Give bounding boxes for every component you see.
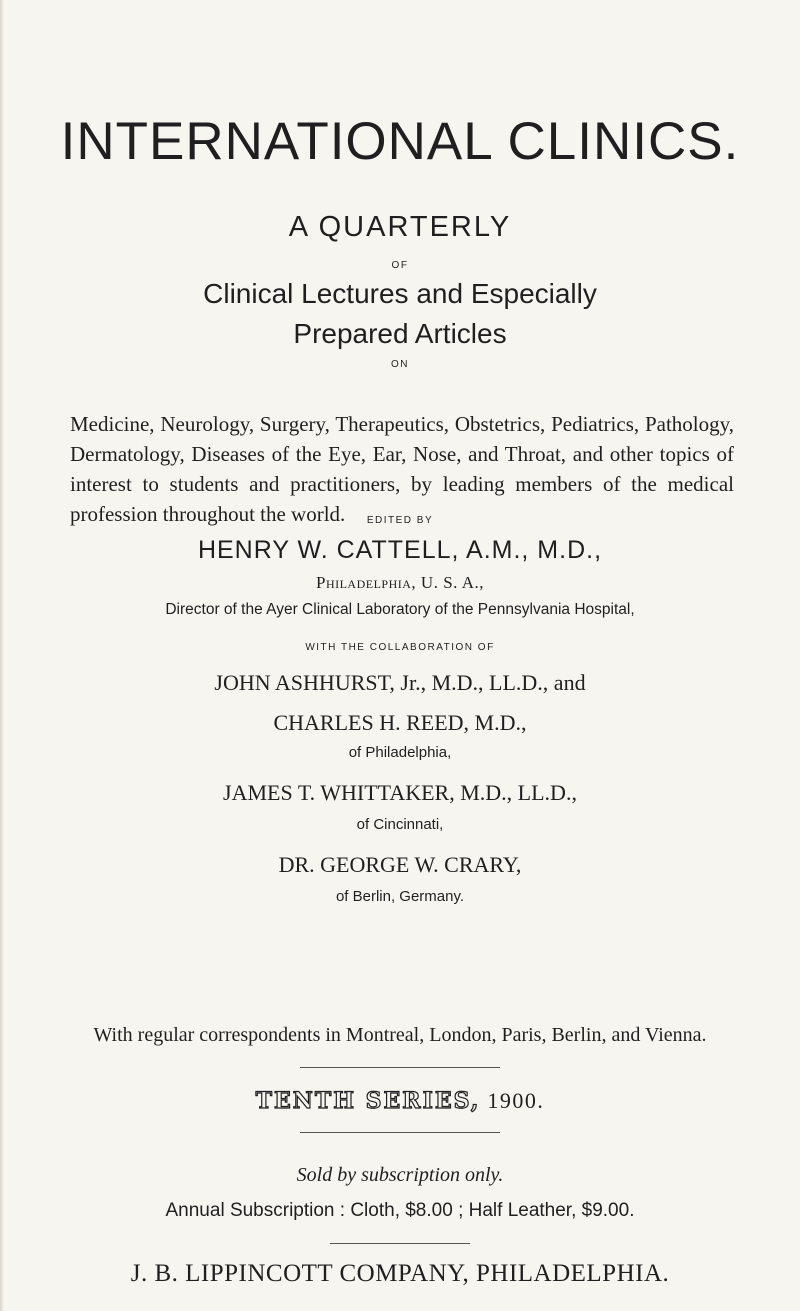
editor-place: Philadelphia, U. S. A., — [315, 573, 484, 592]
subtitle-quarterly: A QUARTERLY — [288, 211, 512, 243]
subscription-prices: Annual Subscription : Cloth, $8.00 ; Half Leather, $9.00. — [165, 1200, 635, 1221]
topics-paragraph: Medicine, Neurology, Surgery, Therapeutics, Obstetrics, Pediatrics, Pathology, Dermatology, Diseases of the Eye, Ear, Nose, and Throat, and other topics of interest to students and practitioners, by leading members of the medical profession throughout the world. — [70, 412, 734, 526]
correspondents-paragraph: With regular correspondents in Montreal, London, Paris, Berlin, and Vienna. — [93, 1024, 707, 1046]
divider-rule — [300, 1132, 500, 1133]
collaborator-reed-place: of Philadelphia, — [348, 744, 452, 761]
of-label: OF — [391, 260, 409, 271]
series-line — [0, 1088, 800, 1114]
lectures-line-1: Clinical Lectures and Especially — [203, 278, 597, 309]
collaborator-ashhurst: JOHN ASHHURST, Jr., M.D., LL.D., and — [214, 670, 586, 695]
on-label: ON — [391, 359, 409, 370]
lectures-heading — [0, 274, 800, 354]
collaborator-reed: CHARLES H. REED, M.D., — [273, 710, 527, 735]
lectures-line-2: Prepared Articles — [293, 318, 507, 349]
divider-rule — [300, 1067, 500, 1068]
divider-rule — [330, 1243, 470, 1244]
page-edge-shadow — [0, 0, 4, 1311]
edited-by-label: EDITED BY — [366, 515, 434, 526]
series-year: 1900. — [487, 1088, 545, 1113]
collaborator-whittaker: JAMES T. WHITTAKER, M.D., LL.D., — [223, 780, 577, 805]
sold-note: Sold by subscription only. — [296, 1164, 504, 1186]
editor-role: Director of the Ayer Clinical Laboratory of the Pennsylvania Hospital, — [165, 601, 635, 618]
publisher-imprint: J. B. LIPPINCOTT COMPANY, PHILADELPHIA. — [130, 1260, 670, 1287]
collaborator-whittaker-place: of Cincinnati, — [356, 816, 444, 833]
editor-name: HENRY W. CATTELL, A.M., M.D., — [197, 536, 603, 564]
series-title: TENTH SERIES, — [255, 1088, 481, 1114]
collaboration-label: WITH THE COLLABORATION OF — [305, 642, 495, 653]
collaborator-crary: DR. GEORGE W. CRARY, — [278, 852, 522, 877]
main-title: INTERNATIONAL CLINICS. — [60, 112, 740, 171]
collaborator-crary-place: of Berlin, Germany. — [335, 888, 465, 905]
